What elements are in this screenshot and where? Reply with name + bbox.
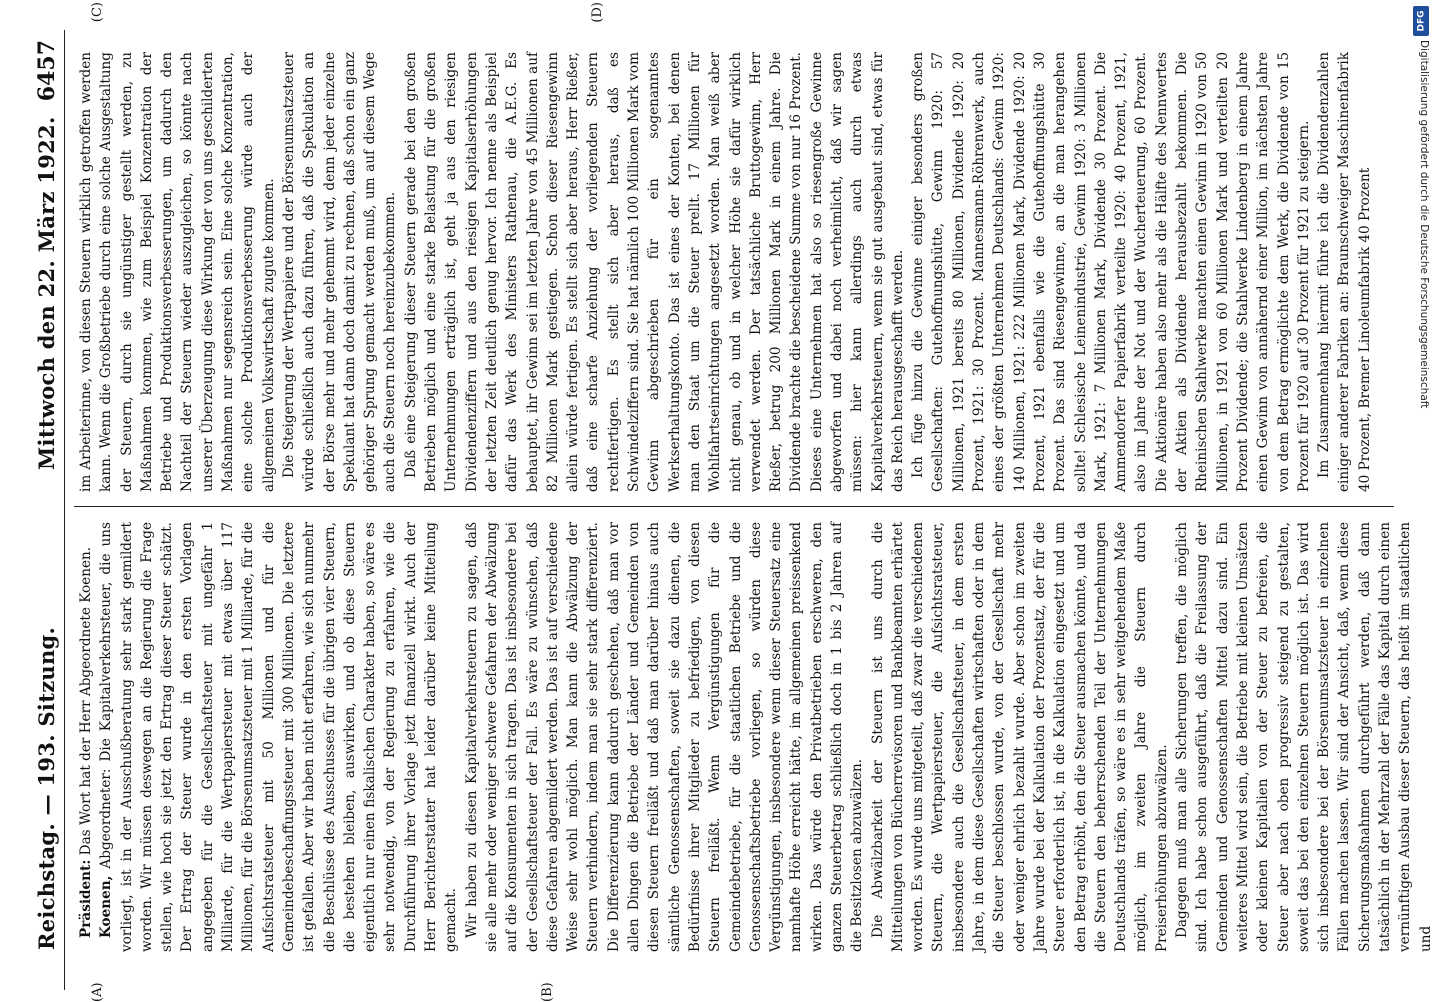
right-column bbox=[76, 52, 1390, 492]
page-header bbox=[30, 30, 65, 990]
paragraph: Daß eine Steigerung dieser Steuern gerade bei den großen Betrieben möglich und eine starke Belastung für die großen Unternehmungen erträglich ist, geht ja aus den riesigen Dividendenziffern und aus den riesigen Kapitalserhöhungen der letzten Zeit deutlich genug hervor. Ich nenne als Beispiel dafür das Werk des Ministers Rathenau, die A.E.G. Es behauptet, ihr Gewinn sei im letzten Jahre von 45 Millionen auf 82 Millionen Mark gestiegen. Schon dieser Riesengewinn allein würde fertigen. Es stellt sich aber heraus, Herr Rießer, daß eine scharfe Anziehung der vorliegenden Steuern rechtfertigen. Es stellt sich aber heraus, daß es Schwindelziffern sind. Sie hat nämlich 100 Millionen Mark vom Gewinn abgeschrieben für ein sogenanntes Werkserhaltungskonto. Das ist eines der Konten, bei denen man den Staat um die Steuer prellt. 17 Millionen für Wohlfahrtseinrichtungen angesetzt worden. Man weiß aber nicht genau, ob und in welcher Höhe sie dafür wirklich verwendet werden. Der tatsächliche Bruttogewinn, Herr Rießer, betrug 200 Millionen Mark in einem Jahre. Die Dividende brachte die bescheidene Summe von nur 16 Prozent. Dieses eine Unternehmen hat also so riesengroße Gewinne abgeworfen und dabei noch verheimlicht, daß wir sagen müssen: hier kann allerdings auch durch etwas Kapitalverkehrsteuern, wenn sie gut ausgebaut sind, etwas für das Reich herausgeschafft werden. bbox=[402, 52, 906, 492]
header-date: Mittwoch den 22. März 1922. bbox=[34, 116, 59, 470]
paragraph-text: Das Wort hat der Herr Abgeordnete Koenen. bbox=[78, 546, 94, 856]
dfg-logo-text: DFG bbox=[1416, 10, 1427, 32]
dfg-sidebar bbox=[1410, 0, 1434, 1000]
page-number: 6457 bbox=[34, 40, 60, 102]
paragraph bbox=[76, 522, 96, 952]
margin-mark-a: (A) bbox=[90, 982, 105, 1002]
paragraph: Die Steigerung der Wertpapiere und der Börsenumsatzsteuer würde schließlich auch dazu führen, daß die Spekulation an der Börse mehr und mehr gehemmt wird, denn jeder einzelne Spekulant hat dann doch damit zu rechnen, daß schon ein ganz gehöriger Sprung gemacht werden muß, um auf diesem Wege auch die Steuern noch hereinzubekommen. bbox=[280, 52, 399, 492]
paragraph: Die Abwälzbarkeit der Steuern ist uns durch die Mitteilungen von Bücherrevisoren und Bankbeamten erhärtet worden. Es wurde uns mitgeteilt, daß zwar die verschiedenen Steuern, die Wertpapiersteuer, die Aufsichtsratsteuer, insbesondere auch die Gesellschaftsteuer, in dem ersten Jahre, in dem diese Gesellschaften wirtschaften oder in dem die Steuer beschlossen wurde, von der Gesellschaft mehr oder weniger ehrlich bezahlt wurde. Aber schon im zweiten Jahre wurde bei der Kalkulation der Prozentsatz, der für die Steuer erforderlich ist, in die Kalkulation eingesetzt und um den Betrag erhöht, den die Steuer ausmachen könnte, und da die Steuern den beherrschenden Teil der Unternehmungen Deutschlands träfen, so wäre es in sehr weitgehendem Maße möglich, im zweiten Jahre die Steuern durch Preiserhöhungen abzuwälzen. bbox=[869, 522, 1170, 952]
paragraph: im Arbeiterinne, von diesen Steuern wirklich getroffen werden kann. Wenn die Großbetriebe durch eine solche Ausgestaltung der Steuern, durch sie ungünstiger gestellt werden, zu Maßnahmen kommen, wie zum Beispiel Konzentration der Betriebe und Produktionsverbesserungen, um dadurch den Nachteil der Steuern wieder auszugleichen, so könnte nach unserer Überzeugung diese Wirkung der von uns geschilderten Maßnahmen nur segensreich sein. Eine solche Konzentration, eine solche Produktionsverbesserung würde auch der allgemeinen Volkswirtschaft zugute kommen. bbox=[78, 52, 277, 492]
column-divider bbox=[74, 506, 1394, 507]
speaker-name: Koenen, bbox=[98, 875, 115, 938]
speaker-name: Präsident: bbox=[78, 859, 94, 938]
paragraph-text: Abgeordneter: Die Kapitalverkehrsteuer, die uns vorliegt, ist in der Ausschußberatung sehr stark gemildert worden. Wir müssen deswegen an die Regierung die Frage stellen, wie hoch sie jetzt den Ertrag dieser Steuer schätzt. Der Ertrag der Steuer wurde in den ersten Vorlagen angegeben für die Gesellschaftsteuer mit ungefähr 1 Milliarde, für die Wertpapiersteuer mit etwas über 117 Millionen, für die Börsenumsatzsteuer mit 1 Milliarde, für die Aufsichtsratsteuer mit 50 Millionen und für die Gemeindebeschaffungssteuer mit 300 Millionen. Die letztere ist gefallen. Aber wir haben nicht erfahren, wie sich nunmehr die Beschlüsse des Ausschusses für die übrigen vier Steuern, die bestehen bleiben, auswirken, und ob diese Steuern eigentlich nur einen fiskalischen Charakter haben, so wäre es sehr notwendig, von der Regierung zu erfahren, wie die Durchführung ihrer Vorlage jetzt finanziell wirkt. Auch der Herr Berichterstatter hat leider darüber keine Mitteilung gemacht. bbox=[98, 521, 460, 952]
margin-mark-d: (D) bbox=[590, 2, 605, 23]
paragraph: Ich füge hinzu die Gewinne einiger besonders großen Gesellschaften: Gutehoffnungshütte, Gewinn 1920: 57 Millionen, 1921 bereits 80 Millionen, Dividende 1920: 20 Prozent, 1921: 30 Prozent. Mannesmann-Röhrenwerk, auch eines der größten Unternehmen Deutschlands: Gewinn 1920: 140 Millionen, 1921: 222 Millionen Mark, Dividende 1920: 20 Prozent, 1921 ebenfalls wie die Gutehoffnungshütte 30 Prozent. Das sind Riesengewinne, an die man herangehen sollte! Schlesische Leinenindustrie, Gewinn 1920: 3 Millionen Mark, 1921: 7 Millionen Mark, Dividende 30 Prozent. Die Ammendorfer Papierfabrik verteilte 1920: 40 Prozent, 1921, also im Jahre der Not und der Wucherteuerung, 60 Prozent. Die Aktionäre haben also mehr als die Hälfte des Nennwertes der Aktien als Dividende herausbezahlt bekommen. Die Rheinischen Stahlwerke machten einen Gewinn in 1920 von 50 Millionen, in 1921 von 60 Millionen Mark und verteilten 20 Prozent Dividende; die Stahlwerke Lindenberg in einem Jahre einen Gewinn von annähernd einer Million, im nächsten Jahre von dem Betrag ermöglichte dem Werk, die Dividende von 15 Prozent für 1920 auf 30 Prozent für 1921 zu steigern. bbox=[910, 52, 1312, 492]
margin-mark-c: (C) bbox=[90, 2, 105, 23]
paragraph: Im Zusammenhang hiermit führe ich die Dividendenzahlen einiger anderer Fabriken an: Braunschweiger Maschinenfabrik 40 Prozent, Bremer Linoleumfabrik 40 Prozent bbox=[1316, 52, 1373, 492]
left-column bbox=[76, 521, 1434, 952]
paragraph: Wir haben zu diesen Kapitalverkehrsteuern zu sagen, daß sie alle mehr oder weniger schwere Gefahren der Abwälzung auf die Konsumenten in sich tragen. Das ist insbesondere bei der Gesellschaftsteuer der Fall. Es wäre zu wünschen, daß diese Gefahren abgemildert werden. Das ist auf verschiedene Weise sehr wohl möglich. Man kann die Abwälzung der Steuern verhindern, indem man sie sehr stark differenziert. Die Differenzierung kann dadurch geschehen, daß man vor allen Dingen die Betriebe der Länder und Gemeinden von diesen Steuern freiläßt und daß man darüber hinaus auch sämtliche Genossenschaften, soweit sie dazu dienen, die Bedürfnisse ihrer Mitglieder zu befriedigen, von diesen Steuern freiläßt. Wenn Vergünstigungen für die Gemeindebetriebe, für die staatlichen Betriebe und die Genossenschaftsbetriebe vorliegen, so würden diese Vergünstigungen, insbesondere wenn dieser Steuersatz eine namhafte Höhe erreicht hätte, im allgemeinen preissenkend wirken. Das würde den Privatbetrieben erschweren, den ganzen Steuerbetrag schließlich doch in 1 bis 2 Jahren auf die Besitzlosen abzuwälzen. bbox=[463, 522, 866, 952]
paragraph: Dagegen muß man alle Sicherungen treffen, die möglich sind. Ich habe schon ausgeführt, daß die Freilassung der Gemeinden und Genossenschaften Mittel dazu sind. Ein weiteres Mittel wird sein, die Betriebe mit kleinen Umsätzen oder kleinen Kapitalien von der Steuer zu befreien, die Steuer aber nach oben progressiv steigend zu gestalten, soweit das bei den einzelnen Steuern möglich ist. Das wird sich insbesondere bei der Börsenumsatzsteuer in einzelnen Fällen machen lassen. Wir sind der Ansicht, daß, wenn diese Sicherungsmaßnahmen durchgeführt werden, daß dann tatsächlich in der Mehrzahl der Fälle das Kapital durch einen vernünftigen Ausbau dieser Steuern, das heißt im staatlichen und bbox=[1174, 522, 1434, 952]
dfg-logo bbox=[1413, 6, 1429, 36]
header-session: Reichstag. — 193. Sitzung. bbox=[34, 626, 59, 950]
paragraph bbox=[96, 522, 461, 952]
margin-mark-b: (B) bbox=[540, 982, 555, 1002]
digitization-credit: Digitalisierung gefördert durch die Deutsche Forschungsgemeinschaft bbox=[1418, 40, 1430, 409]
